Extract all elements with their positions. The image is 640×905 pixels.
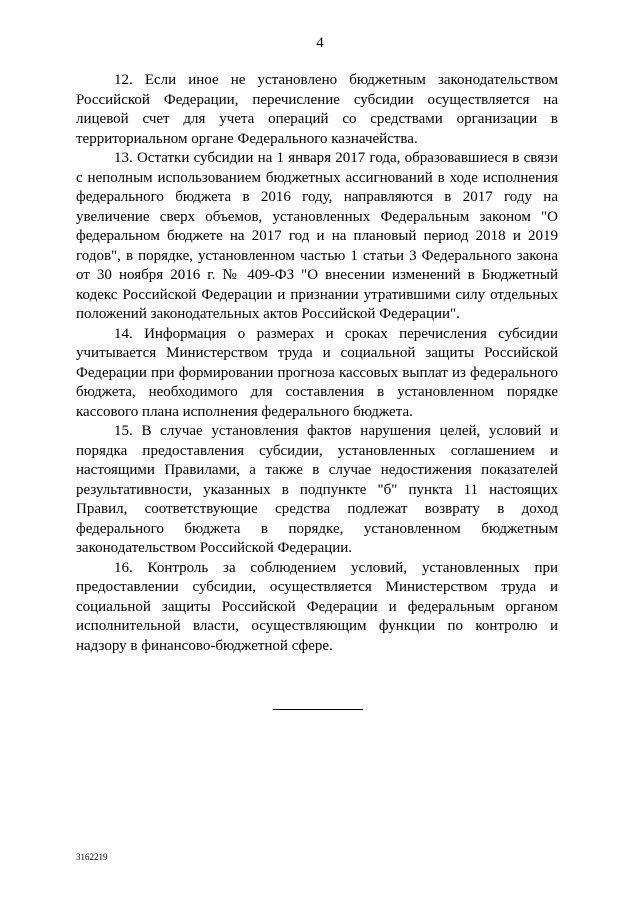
paragraph-12: 12. Если иное не установлено бюджетным законодательством Российской Федерации, перечисление субсидии осуществляется на лицевой счет для учета операций со средствами организации в территориальном органе Федерального казначейства. — [76, 72, 558, 147]
paragraph-13: 13. Остатки субсидии на 1 января 2017 года, образовавшиеся в связи с неполным использованием бюджетных ассигнований в ходе исполнения федерального бюджета в 2016 году, направляются в 2017 году на увеличение сверх объемов, установленных Федеральным законом "О федеральном бюджете на 2017 год и на плановый период 2018 и 2019 годов", в порядке, установленном частью 1 статьи 3 Федерального закона от 30 ноября 2016 г. № 409-ФЗ "О внесении изменений в Бюджетный кодекс Российской Федерации и признании утратившими силу отдельных положений законодательных актов Российской Федерации". — [76, 150, 558, 322]
paragraph-16: 16. Контроль за соблюдением условий, установленных при предоставлении субсидии, осуществляется Министерством труда и социальной защиты Российской Федерации и федеральным органом исполнительной власти, осуществляющим функции по контролю и надзору в финансово-бюджетной сфере. — [76, 559, 558, 654]
document-code: 3162219 — [76, 852, 108, 862]
end-divider — [273, 709, 363, 710]
document-body — [76, 71, 558, 656]
paragraph-15: 15. В случае установления фактов нарушения целей, условий и порядка предоставления субсидии, установленных соглашением и настоящими Правилами, а также в случае недостижения показателей результативности, указанных в подпункте "б" пункта 11 настоящих Правил, соответствующие средства подлежат возврату в доход федерального бюджета в порядке, установленном бюджетным законодательством Российской Федерации. — [76, 423, 558, 556]
page-number: 4 — [316, 35, 324, 51]
paragraph-14: 14. Информация о размерах и сроках перечисления субсидии учитывается Министерством труда и социальной защиты Российской Федерации при формировании прогноза кассовых выплат из федерального бюджета, необходимого для составления в установленном порядке кассового плана исполнения федерального бюджета. — [76, 325, 558, 420]
